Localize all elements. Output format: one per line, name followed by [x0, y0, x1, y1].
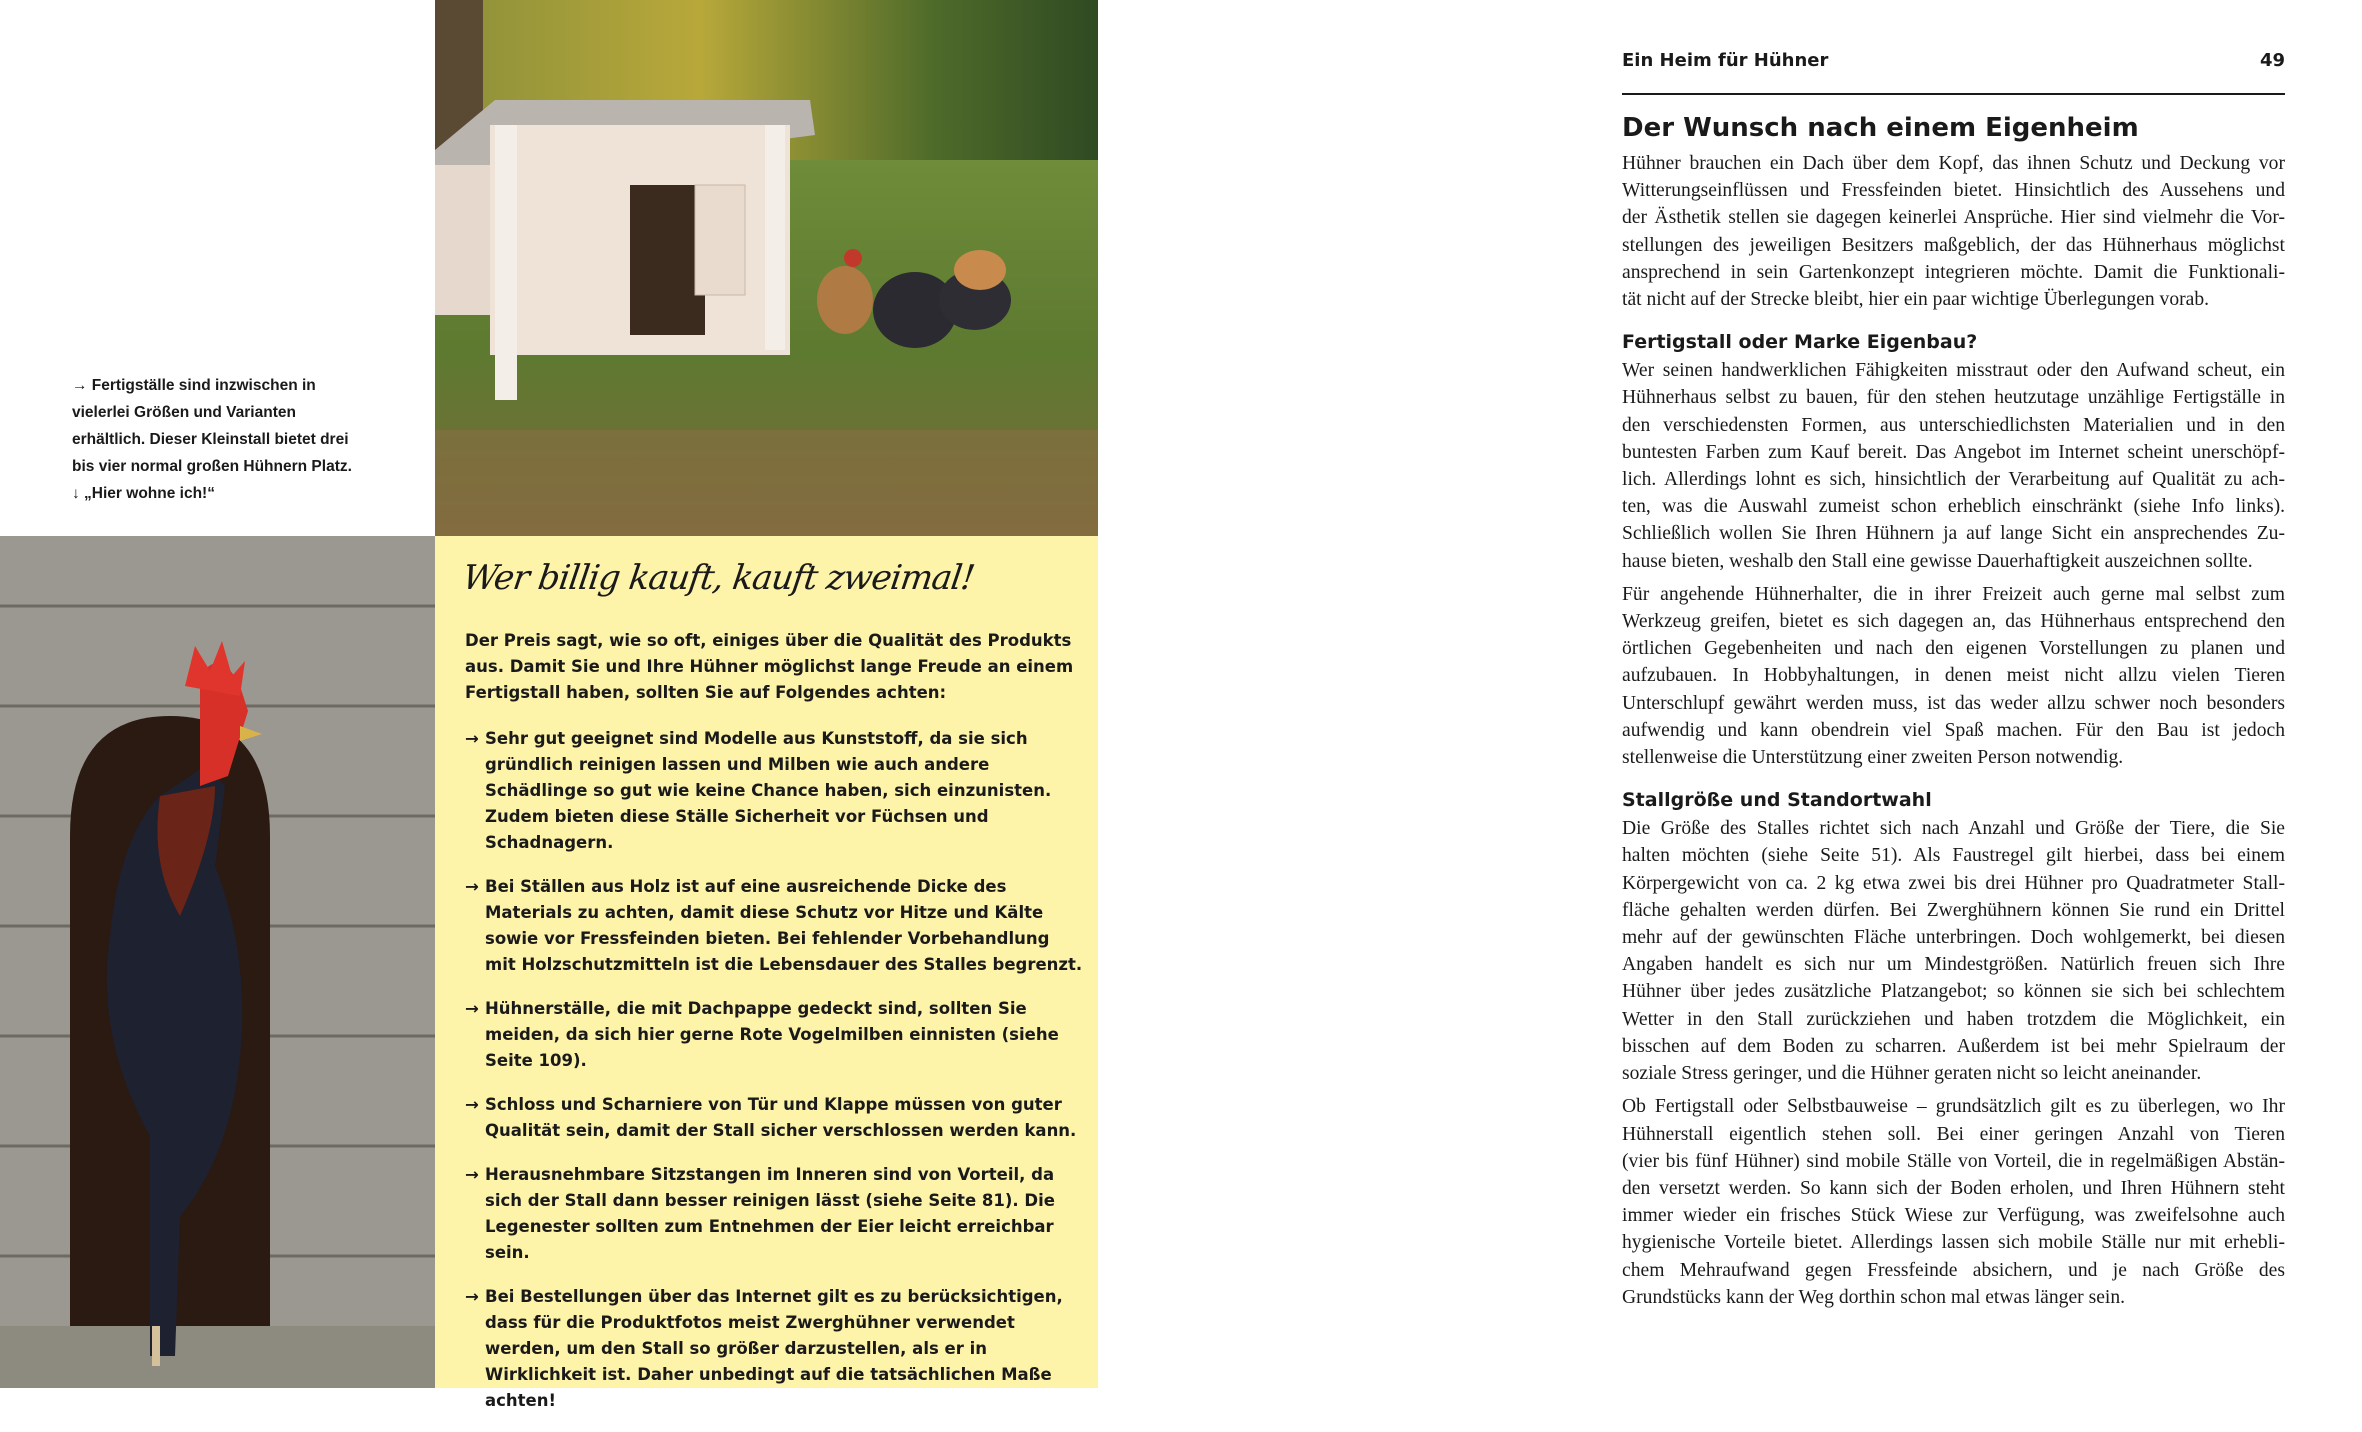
text-line: Witterungseinflüssen und Fressfeinden bietet. Hinsichtlich des Aussehens und: [1622, 180, 2285, 202]
text-line: tät nicht auf der Strecke bleibt, hier ein paar wichtige Überlegungen vorab.: [1622, 289, 2210, 311]
info-box-title: Wer billig kauft, kauft zweimal!: [460, 558, 977, 598]
running-head: [1622, 50, 2285, 71]
text-line: soziale Stress geringer, und die Hühner geraten nicht so leicht aneinander.: [1622, 1063, 2202, 1085]
arrow-right-icon: →: [465, 999, 479, 1018]
text-line: hause bieten, weshalb den Stall eine gewisse Dauerhaftigkeit auszeichnen sollte.: [1622, 550, 2253, 572]
article-section: [1622, 329, 2285, 771]
paragraph: [1622, 581, 2285, 771]
paragraph: [1622, 1093, 2285, 1311]
text-line: Werkzeug greifen, bietet es sich dagegen an, das Hühnerhaus entsprechend den: [1622, 611, 2285, 633]
text-line: Schließlich wollen Sie Ihren Hühnern ja auf lange Sicht ein ansprechendes Zu-: [1622, 523, 2285, 545]
arrow-right-icon: →: [465, 1287, 479, 1306]
body-text-column: [1622, 110, 2285, 1317]
text-line: stellenweise die Unterstützung einer zweiten Person notwendig.: [1622, 747, 2124, 769]
info-box-bullet: [465, 1092, 1085, 1144]
paragraph: [1622, 150, 2285, 313]
text-line: chem Mehraufwand gegen Fressfeinde absichern, und je nach Größe des: [1622, 1259, 2285, 1281]
text-line: Wetter in den Stall zurückziehen und haben trotzdem die Möglichkeit, ein: [1622, 1008, 2285, 1030]
text-line: Wer seinen handwerklichen Fähigkeiten misstraut oder den Aufwand scheut, ein: [1622, 360, 2285, 382]
info-box-bullet-text: Schloss und Scharniere von Tür und Klappe müssen von guter Qualität sein, damit der Stall sicher verschlossen werden kann.: [485, 1095, 1077, 1140]
text-line: Hühnerstall eigentlich stehen soll. Bei einer geringen Anzahl von Tieren: [1622, 1123, 2285, 1145]
rooster-illustration: [0, 536, 435, 1388]
text-line: Hühner brauchen ein Dach über dem Kopf, das ihnen Schutz und Deckung vor: [1622, 153, 2285, 174]
text-line: buntesten Farben zum Kauf bereit. Das Angebot im Internet scheint unerschöpf-: [1622, 441, 2285, 463]
header-rule: [1622, 93, 2285, 95]
info-box-bullet: [465, 1162, 1085, 1266]
section-heading: Stallgröße und Standortwahl: [1622, 789, 1932, 812]
info-box: [435, 536, 1098, 1410]
text-line: ansprechend in sein Gartenkonzept integrieren möchte. Damit die Funktionali-: [1622, 261, 2285, 283]
caption-line: vielerlei Größen und Varianten: [72, 404, 296, 421]
info-box-bullet-text: Herausnehmbare Sitzstangen im Inneren sind von Vorteil, da sich der Stall dann besser reinigen lässt (siehe Seite 81). Die Legenester sollten zum Entnehmen der Eier leicht erreichbar sein.: [485, 1165, 1055, 1262]
text-line: Hühner über jedes zusätzliche Platzangebot; so können sie sich bei schlechtem: [1622, 981, 2285, 1003]
text-line: Hühnerhaus selbst zu bauen, für den stehen heutzutage unzählige Fertigställe in: [1622, 387, 2285, 409]
text-line: Die Größe des Stalles richtet sich nach Anzahl und Größe der Tiere, die Sie: [1622, 818, 2285, 840]
text-line: fläche gehalten werden dürfen. Bei Zwerghühnern können Sie rund ein Drittel: [1622, 899, 2285, 921]
info-box-bullet-text: Bei Bestellungen über das Internet gilt es zu berücksichtigen, dass für die Produktfotos meist Zwerghühner verwendet werden, um den Stall so größer darzustellen, als er in Wirklichkeit ist. Daher unbedingt auf die tatsächlichen Maße achten!: [485, 1287, 1063, 1410]
text-line: der Ästhetik stellen sie dagegen keinerlei Ansprüche. Hier sind vielmehr die Vor-: [1622, 207, 2285, 229]
text-line: Ob Fertigstall oder Selbstbauweise – grundsätzlich gilt es zu überlegen, wo Ihr: [1622, 1096, 2285, 1118]
article-title: Der Wunsch nach einem Eigenheim: [1622, 113, 2139, 143]
caption-line: ↓ „Hier wohne ich!“: [72, 485, 215, 502]
text-line: halten möchten (siehe Seite 51). Als Faustregel gilt hierbei, dass bei einem: [1622, 845, 2285, 867]
caption-line: erhältlich. Dieser Kleinstall bietet drei: [72, 431, 349, 448]
info-box-bullet-list: [465, 726, 1085, 1432]
info-box-bullet-text: Hühnerställe, die mit Dachpappe gedeckt sind, sollten Sie meiden, da sich hier gerne Rote Vogelmilben einnisten (siehe Seite 109).: [485, 999, 1059, 1070]
text-line: ten, was die Auswahl zumeist schon erheblich einschränkt (siehe Info links).: [1622, 496, 2285, 518]
text-line: hygienische Vorteile bietet. Allerdings lassen sich mobile Ställe nur mit erhebli-: [1622, 1232, 2285, 1254]
text-line: bisschen auf dem Boden zu scharren. Außerdem ist bei mehr Spielraum der: [1622, 1035, 2285, 1057]
text-line: den verschiedensten Formen, aus unterschiedlichsten Materialien und in den: [1622, 414, 2285, 436]
paragraph: [1622, 357, 2285, 575]
text-line: den versetzt werden. So kann sich der Boden erholen, und Ihren Hühnern steht: [1622, 1177, 2285, 1199]
info-box-bullet: [465, 1284, 1085, 1414]
info-box-intro: Der Preis sagt, wie so oft, einiges über die Qualität des Produkts aus. Damit Sie und Ihre Hühner möglichst lange Freude an einem Fertigstall haben, sollten Sie auf Folgendes achten:: [465, 631, 1074, 702]
article-section: [1622, 787, 2285, 1311]
text-line: lich. Allerdings lohnt es sich, hinsichtlich der Verarbeitung auf Qualität zu ach-: [1622, 469, 2285, 491]
text-line: Körpergewicht von ca. 2 kg etwa zwei bis drei Hühner pro Quadratmeter Stall-: [1622, 872, 2285, 894]
text-line: stellungen des jeweiligen Besitzers maßgeblich, der das Hühnerhaus möglichst: [1622, 234, 2285, 256]
rooster-photo: [0, 536, 435, 1388]
text-line: Angaben handelt es sich nur um Mindestgrößen. Natürlich freuen sich Ihre: [1622, 954, 2285, 976]
text-line: Grundstücks kann der Weg dorthin schon mal etwas länger sein.: [1622, 1286, 2126, 1308]
info-box-bullet-text: Bei Ställen aus Holz ist auf eine ausreichende Dicke des Materials zu achten, damit diese Schutz vor Hitze und Kälte sowie vor Fressfeinden bieten. Bei fehlender Vorbehandlung mit Holzschutzmitteln ist die Lebensdauer des Stalles begrenzt.: [485, 877, 1083, 974]
info-box-bullet: [465, 874, 1085, 978]
arrow-right-icon: →: [465, 1165, 479, 1184]
text-line: immer wieder ein frisches Stück Wiese zur Verfügung, was zweifelsohne auch: [1622, 1205, 2285, 1227]
info-box-bullet: [465, 726, 1085, 856]
text-line: aufzubauen. In Hobbyhaltungen, in denen meist nicht allzu vielen Tieren: [1622, 665, 2285, 687]
text-line: (vier bis fünf Hühner) sind mobile Ställe von Vorteil, die in regelmäßigen Abstän-: [1622, 1150, 2285, 1172]
arrow-right-icon: →: [465, 729, 479, 748]
text-line: aufwendig und kann obendrein viel Spaß machen. Für den Bau ist jedoch: [1622, 719, 2285, 741]
caption-line: bis vier normal großen Hühnern Platz.: [72, 458, 352, 475]
info-box-bullet-text: Sehr gut geeignet sind Modelle aus Kunststoff, da sie sich gründlich reinigen lassen und Milben wie auch andere Schädlinge so gut wie keine Chance haben, sich einzunisten. Zudem bieten diese Ställe Sicherheit vor Füchsen und Schadnagern.: [485, 729, 1052, 852]
paragraph: [1622, 815, 2285, 1087]
arrow-right-icon: →: [465, 877, 479, 896]
text-line: Unterschlupf gewährt werden muss, ist das weder allzu schwer noch besonders: [1622, 692, 2285, 714]
article-section: [1622, 110, 2285, 313]
text-line: Für angehende Hühnerhalter, die in ihrer Freizeit auch gerne mal selbst zum: [1622, 583, 2285, 605]
text-line: örtlichen Gegebenheiten und nach den eigenen Vorstellungen zu planen und: [1622, 638, 2285, 660]
section-heading: Fertigstall oder Marke Eigenbau?: [1622, 331, 1978, 354]
chicken-coop-illustration: [435, 0, 1098, 536]
running-head-title: Ein Heim für Hühner: [1622, 50, 1829, 71]
text-line: mehr auf der gewünschten Fläche unterbringen. Doch wohlgemerkt, bei diesen: [1622, 927, 2285, 949]
left-page: [0, 0, 1098, 1410]
page-number: 49: [2259, 50, 2285, 71]
photo-caption: [72, 372, 432, 507]
chicken-coop-photo: [435, 0, 1098, 536]
info-box-bullet: [465, 996, 1085, 1074]
caption-line: → Fertigställe sind inzwischen in: [72, 377, 316, 394]
arrow-right-icon: →: [465, 1095, 479, 1114]
